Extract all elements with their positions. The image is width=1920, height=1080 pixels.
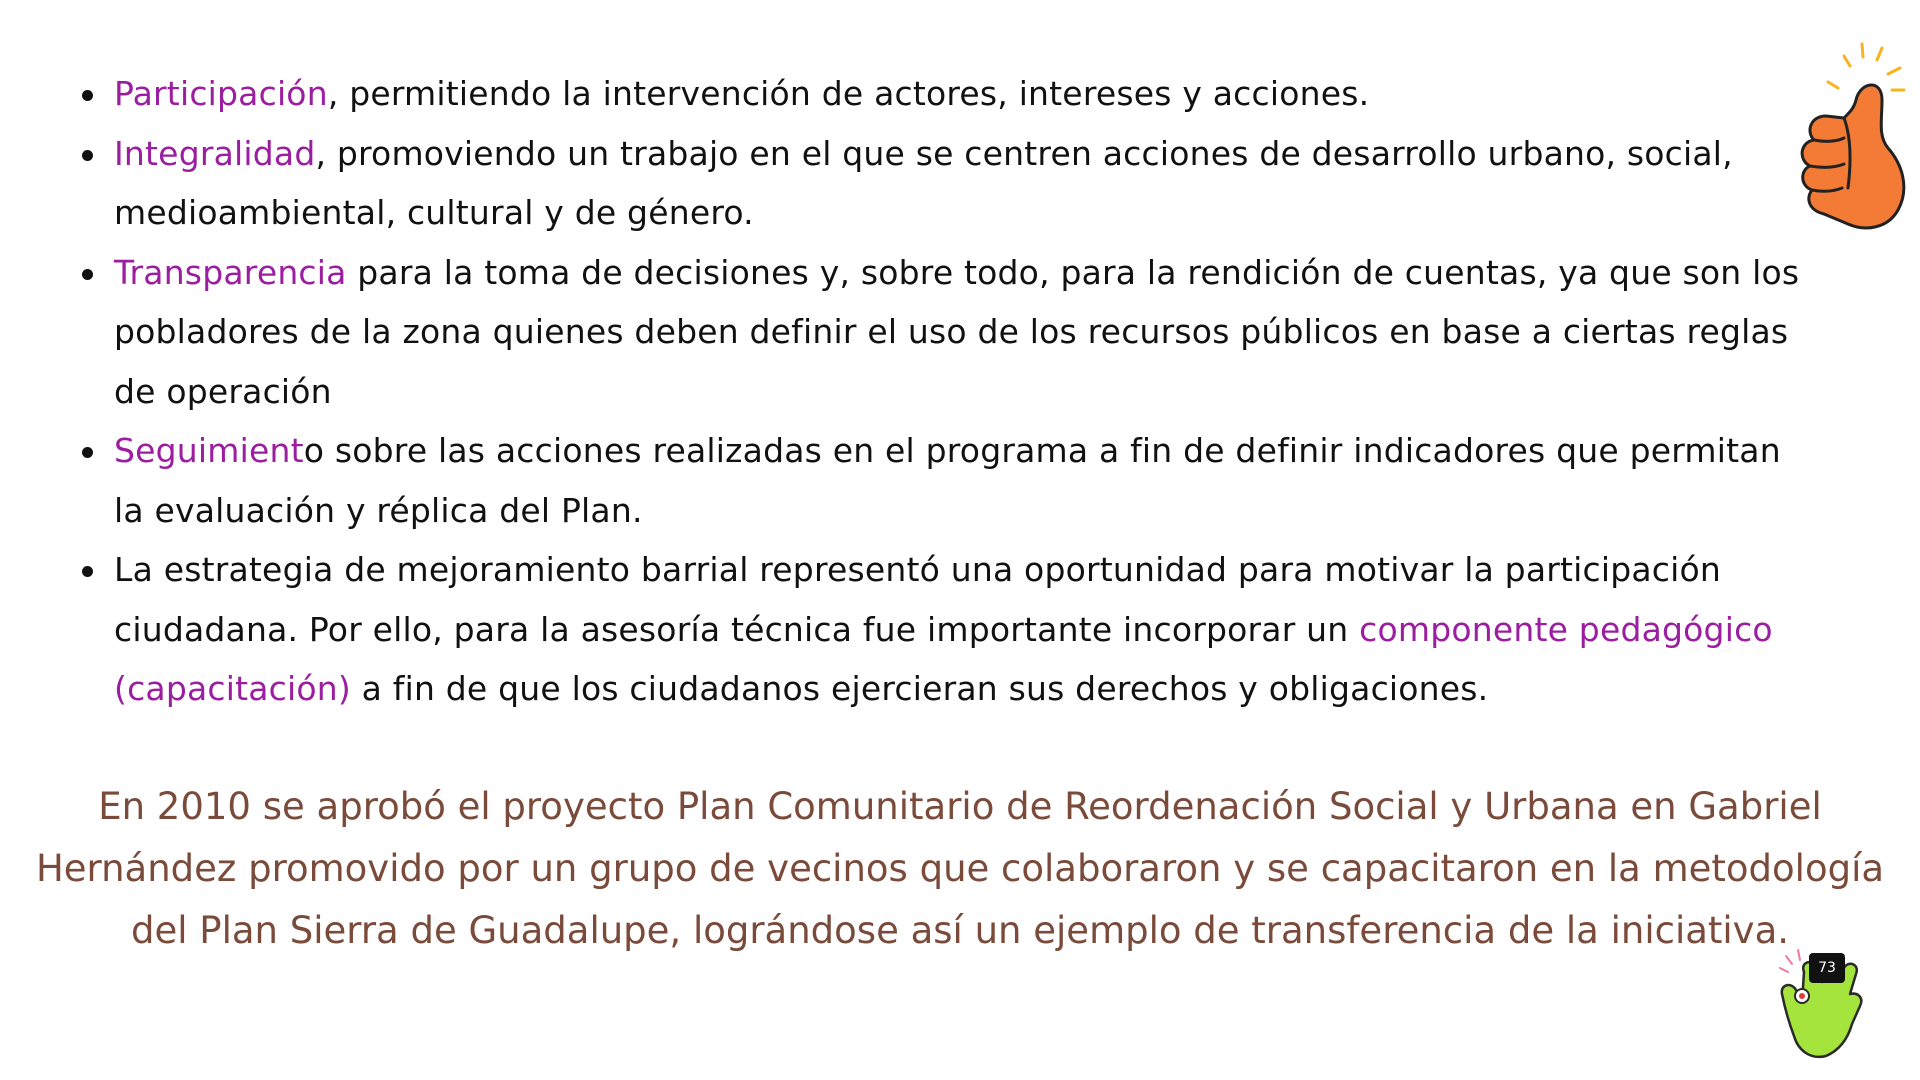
- bullet-text: para la toma de decisiones y, sobre todo, para la rendición de cuentas, ya que son los pobladores de la zona quienes deben definir el uso de los recursos públicos en base a ciertas reglas de operación: [114, 252, 1800, 411]
- closing-paragraph: En 2010 se aprobó el proyecto Plan Comunitario de Reordenación Social y Urbana en Gabriel Hernández promovido por un grupo de vecinos que colaboraron y se capacitaron en la metodología del Plan Sierra de Guadalupe, lográndose así un ejemplo de transferencia de la iniciativa.: [35, 785, 1885, 952]
- bullet-text: o sobre las acciones realizadas en el programa a fin de definir indicadores que permitan la evaluación y réplica del Plan.: [114, 431, 1781, 530]
- list-item: [76, 124, 1816, 243]
- bullet-highlight: Integralidad: [114, 133, 316, 173]
- bullet-highlight: Participación: [114, 74, 328, 113]
- bullet-highlight: Seguimient: [114, 431, 304, 470]
- thumbs-up-icon: [1770, 38, 1920, 238]
- list-item: [76, 540, 1816, 719]
- page-number-badge: 73: [1809, 953, 1845, 983]
- bullet-highlight: componente pedagógico (capacitación): [114, 609, 1773, 708]
- list-item: [76, 64, 1816, 124]
- list-item: [76, 243, 1816, 422]
- bullet-text: La estrategia de mejoramiento barrial representó una oportunidad para motivar la participación ciudadana. Por ello, para la asesoría técnica fue importante incorporar un: [114, 550, 1722, 649]
- list-item: [76, 421, 1816, 540]
- bullet-highlight: Transparencia: [114, 252, 347, 292]
- bullet-text: , promoviendo un trabajo en el que se centren acciones de desarrollo urbano, social, medioambiental, cultural y de género.: [114, 133, 1733, 232]
- bullet-text-after: a fin de que los ciudadanos ejercieran sus derechos y obligaciones.: [350, 669, 1489, 708]
- principles-list: [76, 64, 1816, 719]
- bullet-text: , permitiendo la intervención de actores, intereses y acciones.: [327, 74, 1370, 113]
